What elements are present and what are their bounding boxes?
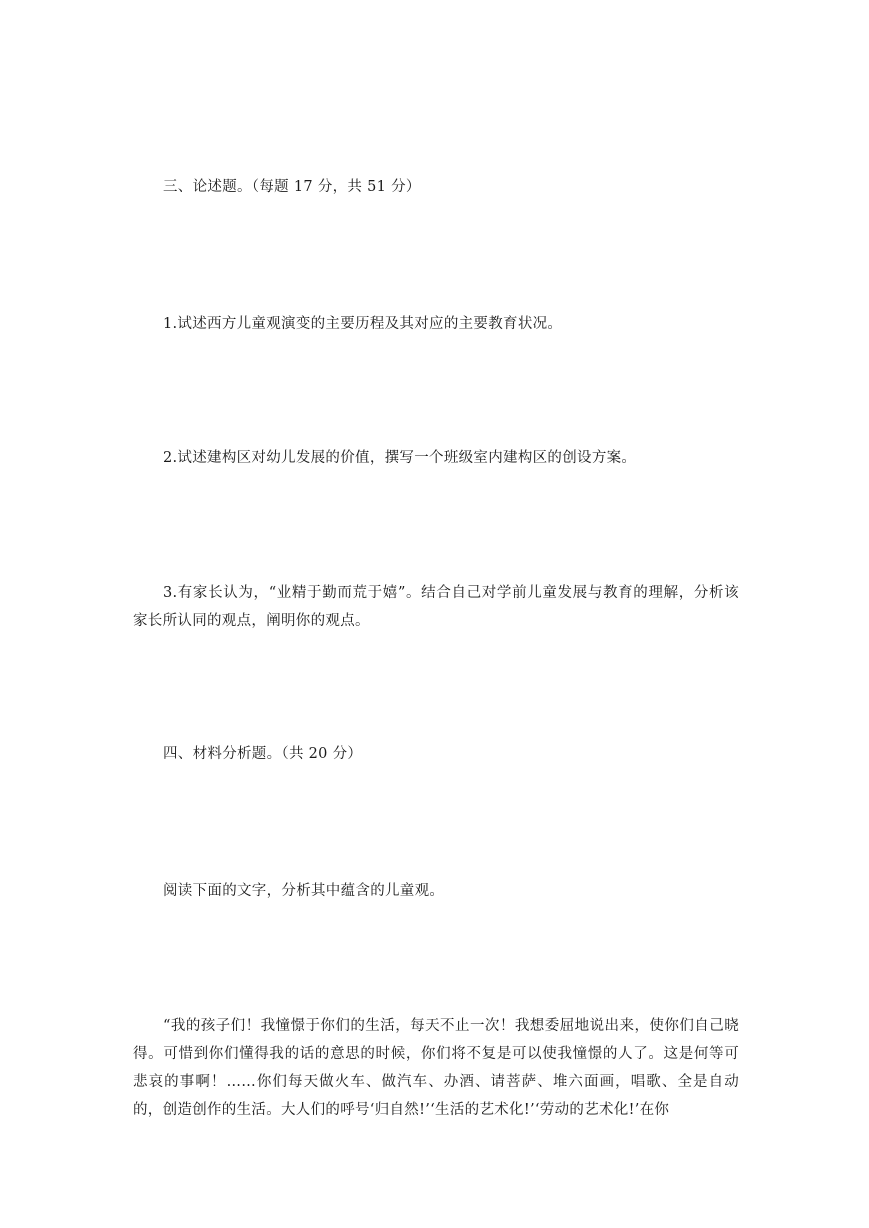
question-2: 2.试述建构区对幼儿发展的价值，撰写一个班级室内建构区的创设方案。	[163, 450, 637, 466]
question-3-text: 3.有家长认为，“业精于勤而荒于嬉”。结合自己对学前儿童发展与教育的理解，分析该家长所认同的观点，阐明你的观点。	[133, 585, 739, 629]
question-3	[133, 579, 739, 635]
question-1: 1.试述西方儿童观演变的主要历程及其对应的主要教育状况。	[163, 316, 563, 332]
material-passage	[133, 1012, 739, 1124]
material-instruction: 阅读下面的文字，分析其中蕴含的儿童观。	[163, 883, 445, 899]
material-passage-text: “我的孩子们！我憧憬于你们的生活，每天不止一次！我想委屈地说出来，使你们自己晓得。可惜到你们懂得我的话的意思的时候，你们将不复是可以使我憧憬的人了。这是何等可悲哀的事啊！……你们每天做火车、做汽车、办酒、请菩萨、堆六面画，唱歌、全是自动的，创造创作的生活。大人们的呼号‘归自然!’‘生活的艺术化!’‘劳动的艺术化!’在你	[133, 1018, 739, 1118]
section-3-heading: 三、论述题。（每题 17 分，共 51 分）	[163, 179, 421, 195]
section-4-heading: 四、材料分析题。（共 20 分）	[163, 746, 363, 762]
